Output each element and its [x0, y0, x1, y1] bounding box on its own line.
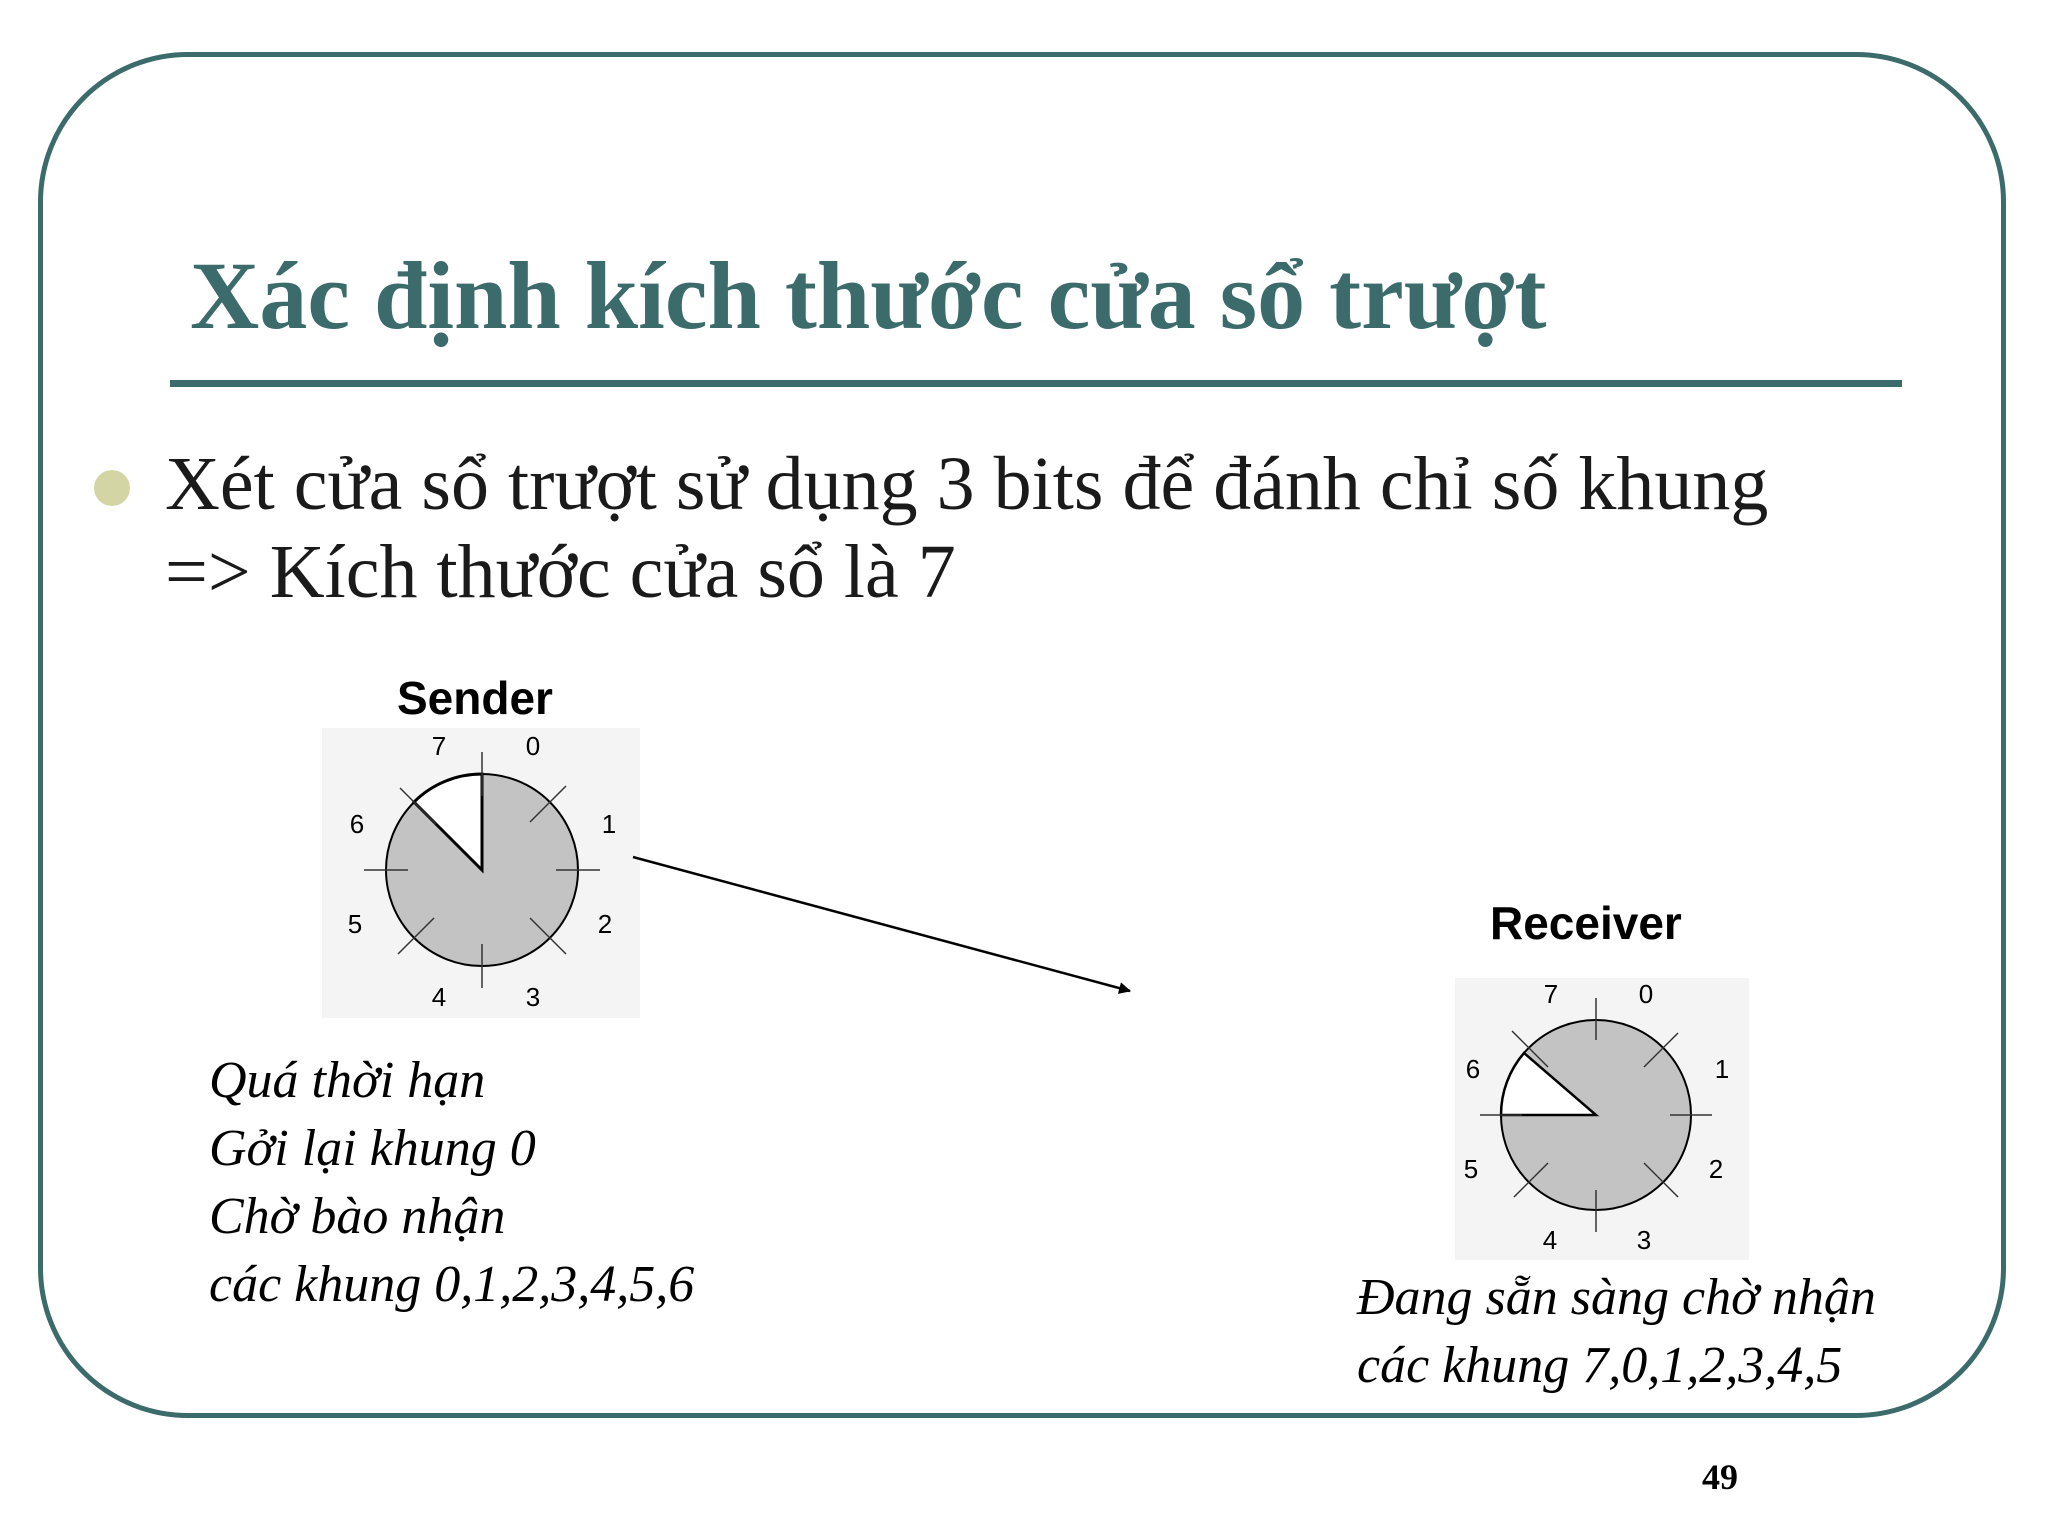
sender-number-3: 3	[525, 982, 541, 1012]
slide-title: Xác định kích thước cửa sổ trượt	[190, 242, 1547, 349]
receiver-note-line-1: Đang sẵn sàng chờ nhận	[1357, 1269, 1876, 1326]
sender-number-7: 7	[431, 731, 447, 761]
receiver-label: Receiver	[1490, 897, 1682, 949]
sender-note-line-1: Quá thời hạn	[209, 1052, 486, 1109]
sender-note	[209, 1047, 694, 1319]
sender-number-6: 6	[349, 809, 365, 839]
sender-number-1: 1	[601, 809, 617, 839]
bullet-line-2: => Kích thước cửa sổ là 7	[165, 530, 956, 614]
sender-note-line-2: Gởi lại khung 0	[209, 1120, 536, 1177]
bullet-line-1: Xét cửa sổ trượt sử dụng 3 bits để đánh chỉ số khung	[165, 442, 1769, 526]
page-number: 49	[1702, 1457, 1738, 1497]
receiver-number-1: 1	[1714, 1054, 1730, 1084]
sender-note-line-3: Chờ bào nhận	[209, 1188, 506, 1245]
receiver-number-4: 4	[1542, 1225, 1558, 1255]
receiver-number-5: 5	[1463, 1154, 1479, 1184]
arrow-icon	[633, 857, 1130, 991]
sender-number-5: 5	[347, 909, 363, 939]
receiver-number-0: 0	[1638, 979, 1654, 1009]
sender-number-2: 2	[597, 909, 613, 939]
receiver-number-6: 6	[1465, 1054, 1481, 1084]
sender-label: Sender	[397, 672, 553, 724]
receiver-number-2: 2	[1708, 1154, 1724, 1184]
sender-number-4: 4	[431, 982, 447, 1012]
sender-wheel	[322, 728, 640, 1018]
receiver-wheel	[1455, 978, 1749, 1260]
receiver-note-line-2: các khung 7,0,1,2,3,4,5	[1357, 1337, 1843, 1394]
sender-number-0: 0	[525, 731, 541, 761]
receiver-note	[1357, 1264, 1876, 1400]
sender-note-line-4: các khung 0,1,2,3,4,5,6	[209, 1256, 695, 1313]
receiver-number-7: 7	[1543, 979, 1559, 1009]
receiver-number-3: 3	[1636, 1225, 1652, 1255]
